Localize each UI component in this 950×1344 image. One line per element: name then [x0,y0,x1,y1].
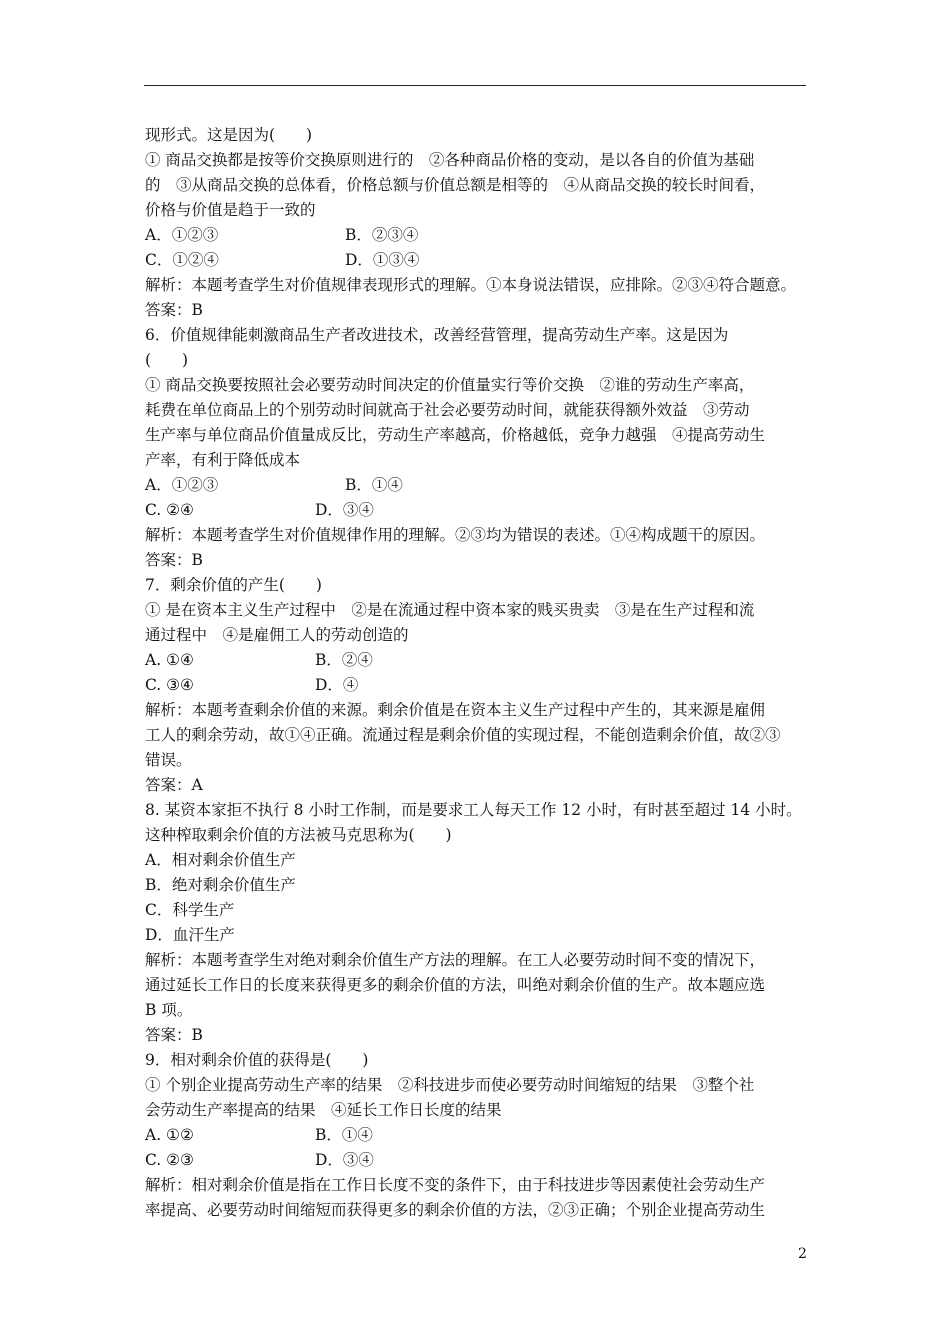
question-6-explanation: 解析：本题考查学生对价值规律作用的理解。②③均为错误的表述。①④构成题干的原因。 [145,526,766,544]
question-7-statement-line: ① 是在资本主义生产过程中 ②是在流通过程中资本家的贱买贵卖 ③是在生产过程和流 [145,601,755,619]
question-8-stem: 这种榨取剩余价值的方法被马克思称为( ) [145,826,452,844]
option-d: D．①③④ [345,251,420,269]
question-8-explanation: 解析：本题考查学生对绝对剩余价值生产方法的理解。在工人必要劳动时间不变的情况下， [145,951,766,969]
question-9-explanation: 率提高、必要劳动时间缩短而获得更多的剩余价值的方法，②③正确；个别企业提高劳动生 [145,1201,766,1219]
option-a: A．相对剩余价值生产 [145,851,296,869]
option-b: B．②④ [315,651,373,669]
question-6-statement-line: 产率，有利于降低成本 [145,451,301,469]
question-9-options-row [145,1123,810,1148]
question-9-statement-line: 会劳动生产率提高的结果 ④延长工作日长度的结果 [145,1101,502,1119]
question-9-stem: 9．相对剩余价值的获得是( ) [145,1051,369,1069]
question-9-statement-line: ① 个别企业提高劳动生产率的结果 ②科技进步而使必要劳动时间缩短的结果 ③整个社 [145,1076,755,1094]
question-8-stem: 8. 某资本家拒不执行 8 小时工作制，而是要求工人每天工作 12 小时，有时甚至超过 14 小时。 [145,801,802,819]
header-rule [144,85,806,86]
option-b: B．①④ [345,476,403,494]
option-b: B．绝对剩余价值生产 [145,876,296,894]
question-5-statement-line: ① 商品交换都是按等价交换原则进行的 ②各种商品价格的变动，是以各自的价值为基础 [145,151,755,169]
question-6-stem-bracket: ( ) [145,351,189,369]
option-a: A. ①② [145,1126,194,1144]
question-7-options-row [145,648,810,673]
option-a: A．①②③ [145,476,219,494]
page-number: 2 [798,1246,807,1262]
question-5-statement-line: 的 ③从商品交换的总体看，价格总额与价值总额是相等的 ④从商品交换的较长时间看， [145,176,766,194]
document-body [145,123,810,1223]
option-d: D．④ [315,676,359,694]
question-6-statement-line: ① 商品交换要按照社会必要劳动时间决定的价值量实行等价交换 ②谁的劳动生产率高， [145,376,755,394]
option-c: C．①②④ [145,251,219,269]
question-5-explanation: 解析：本题考查学生对价值规律表现形式的理解。①本身说法错误，应排除。②③④符合题意。 [145,276,797,294]
question-5-options-row [145,223,810,248]
option-d: D．③④ [315,1151,374,1169]
question-6-stem: 6．价值规律能刺激商品生产者改进技术，改善经营管理，提高劳动生产率。这是因为 [145,326,729,344]
question-8-explanation: B 项。 [145,1001,193,1019]
question-5-statement-line: 价格与价值是趋于一致的 [145,201,316,219]
option-d: D．血汗生产 [145,926,235,944]
option-c: C．科学生产 [145,901,235,919]
question-8-explanation: 通过延长工作日的长度来获得更多的剩余价值的方法，叫绝对剩余价值的生产。故本题应选 [145,976,766,994]
option-d: D．③④ [315,501,374,519]
question-6-options-row [145,473,810,498]
option-b: B．②③④ [345,226,419,244]
question-8-answer: 答案：B [145,1026,203,1044]
question-6-answer: 答案：B [145,551,203,569]
question-7-explanation: 工人的剩余劳动，故①④正确。流通过程是剩余价值的实现过程，不能创造剩余价值，故②③ [145,726,781,744]
question-7-explanation: 错误。 [145,751,192,769]
option-b: B．①④ [315,1126,373,1144]
option-c: C. ②③ [145,1151,194,1169]
question-6-statement-line: 生产率与单位商品价值量成反比，劳动生产率越高，价格越低，竞争力越强 ④提高劳动生 [145,426,766,444]
question-9-options-row [145,1148,810,1173]
question-5-options-row [145,248,810,273]
question-6-options-row [145,498,810,523]
question-5-stem: 现形式。这是因为( ) [145,126,313,144]
option-a: A．①②③ [145,226,219,244]
option-a: A. ①④ [145,651,194,669]
question-9-explanation: 解析：相对剩余价值是指在工作日长度不变的条件下，由于科技进步等因素使社会劳动生产 [145,1176,766,1194]
option-c: C. ③④ [145,676,194,694]
option-c: C. ②④ [145,501,194,519]
question-7-stem: 7．剩余价值的产生( ) [145,576,322,594]
question-7-explanation: 解析：本题考查剩余价值的来源。剩余价值是在资本主义生产过程中产生的，其来源是雇佣 [145,701,766,719]
question-5-answer: 答案：B [145,301,203,319]
question-7-answer: 答案：A [145,776,203,794]
question-7-statement-line: 通过程中 ④是雇佣工人的劳动创造的 [145,626,409,644]
question-6-statement-line: 耗费在单位商品上的个别劳动时间就高于社会必要劳动时间，就能获得额外效益 ③劳动 [145,401,750,419]
question-7-options-row [145,673,810,698]
